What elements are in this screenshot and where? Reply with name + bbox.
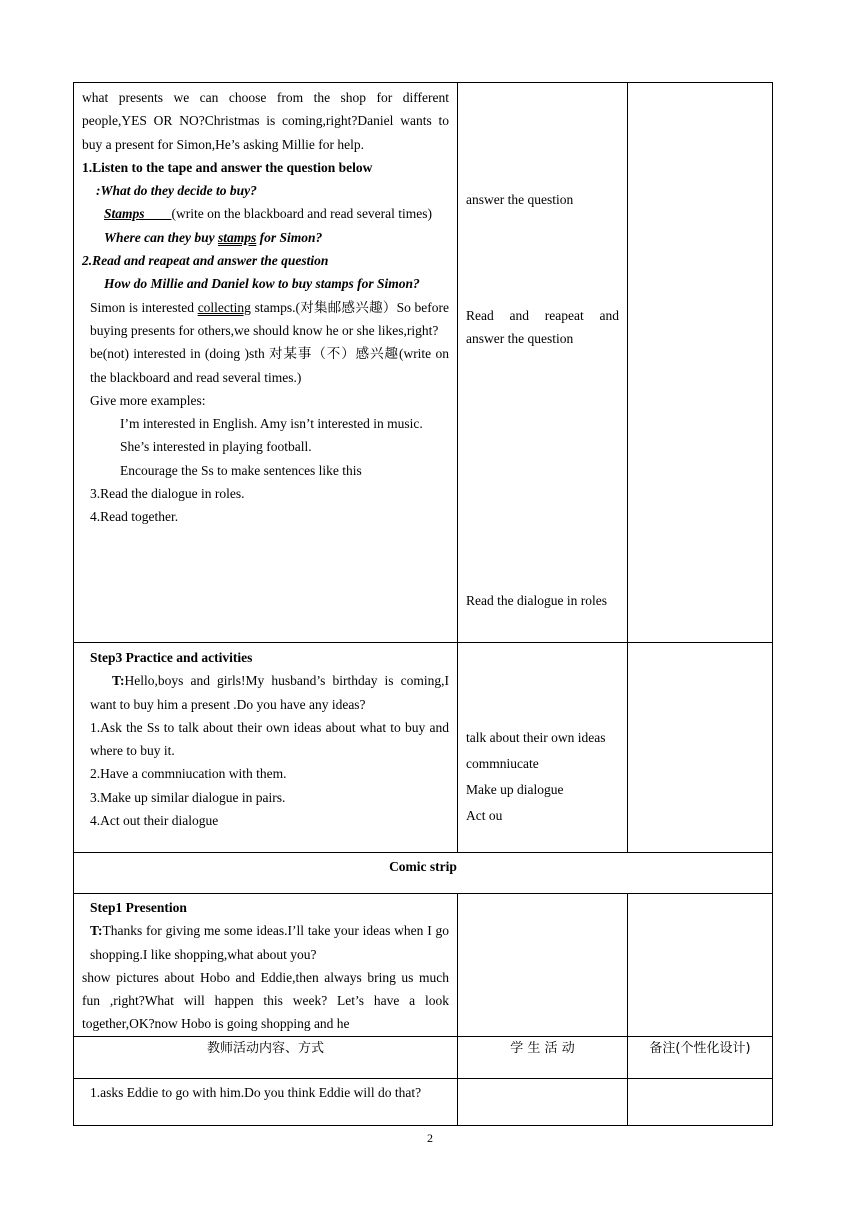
student-read-dialogue: Read the dialogue in roles [466, 593, 607, 608]
practice-item-4: 4.Act out their dialogue [90, 813, 219, 829]
intro-text: what presents we can choose from the shop for different people,YES OR NO?Christmas is coming,right?Daniel wants to buy a present for Simon,He’s asking Millie for help. [82, 90, 449, 152]
row4-text: 1.asks Eddie to go with him.Do you think Eddie will do that? [90, 1084, 422, 1100]
student-act-out: Act ou [466, 808, 503, 823]
teacher-activity-cell [74, 643, 458, 853]
comic-strip-title: Comic strip [389, 859, 457, 874]
teacher-activity-cell [74, 1078, 458, 1125]
example-3: Encourage the Ss to make sentences like this [120, 462, 362, 478]
student-activity-cell [458, 1078, 628, 1125]
table-row [74, 1078, 773, 1125]
student-make-dialogue: Make up dialogue [466, 782, 564, 797]
notes-cell [628, 643, 773, 853]
teacher-activity-cell [74, 894, 458, 1037]
teacher-talk: T:Hello,boys and girls!My husband’s birthday is coming,I want to buy him a present .Do you have any ideas? [90, 673, 449, 712]
stamps-line [82, 202, 449, 225]
section-row [74, 853, 773, 894]
student-activity-cell [458, 643, 628, 853]
table-row [74, 643, 773, 853]
header-teacher-activity: 教师活动内容、方式 [74, 1036, 458, 1078]
header-student-activity: 学 生 活 动 [458, 1036, 628, 1078]
student-communicate: commniucate [466, 756, 539, 771]
student-talk: talk about their own ideas [466, 730, 606, 745]
practice-item-2: 2.Have a commniucation with them. [90, 766, 287, 782]
question-3: How do Millie and Daniel kow to buy stamps for Simon? [104, 276, 420, 292]
step3-title: Step3 Practice and activities [90, 650, 253, 665]
presentation-title: Step1 Presention [90, 900, 187, 915]
presentation-text: show pictures about Hobo and Eddie,then always bring us much fun ,right?What will happen this week? Let’s have a look together,OK?now Hobo is going shopping and he [82, 969, 449, 1032]
table-row [74, 894, 773, 1037]
examples-label: Give more examples: [90, 392, 206, 408]
example-2: She’s interested in playing football. [120, 439, 312, 455]
stamps-word: Stamps [104, 206, 145, 222]
phrase-text: be(not) interested in (doing )sth 对某事（不）感兴趣(write on the blackboard and read several times.) [90, 346, 449, 385]
item-4: 4.Read together. [90, 509, 179, 525]
teacher-activity-cell [74, 83, 458, 643]
page-number: 2 [427, 1131, 433, 1145]
stamps-rest: (write on the blackboard and read several times) [171, 206, 433, 222]
notes-cell [628, 1078, 773, 1125]
practice-item-3: 3.Make up similar dialogue in pairs. [90, 789, 286, 805]
student-activity-cell [458, 83, 628, 643]
table-header-row [74, 1036, 773, 1078]
header-notes: 备注(个性化设计) [628, 1036, 773, 1078]
student-activity-cell [458, 894, 628, 1037]
simon-text: Simon is interested collecting stamps.(对集邮感兴趣）So before buying presents for others,we should know he or she likes,right? [90, 299, 449, 338]
teacher-talk: T:Thanks for giving me some ideas.I’ll take your ideas when I go shopping.I like shopping,what about you? [90, 923, 449, 962]
question-2: Where can they buy stamps for Simon? [104, 229, 323, 245]
notes-cell [628, 894, 773, 1037]
table-row [74, 83, 773, 643]
student-answer: answer the question [466, 192, 574, 207]
notes-cell [628, 83, 773, 643]
practice-item-1: 1.Ask the Ss to talk about their own ideas about what to buy and where to buy it. [90, 719, 449, 759]
item-3: 3.Read the dialogue in roles. [90, 486, 245, 502]
step1-title: 1.Listen to the tape and answer the question below [82, 159, 373, 175]
example-1: I’m interested in English. Amy isn’t interested in music. [120, 416, 423, 432]
step2-title: 2.Read and reapeat and answer the question [82, 253, 329, 269]
lesson-plan-table [73, 82, 773, 1126]
student-read-repeat: Read and reapeat and answer the question [466, 308, 619, 347]
question-1: :What do they decide to buy? [96, 183, 257, 199]
